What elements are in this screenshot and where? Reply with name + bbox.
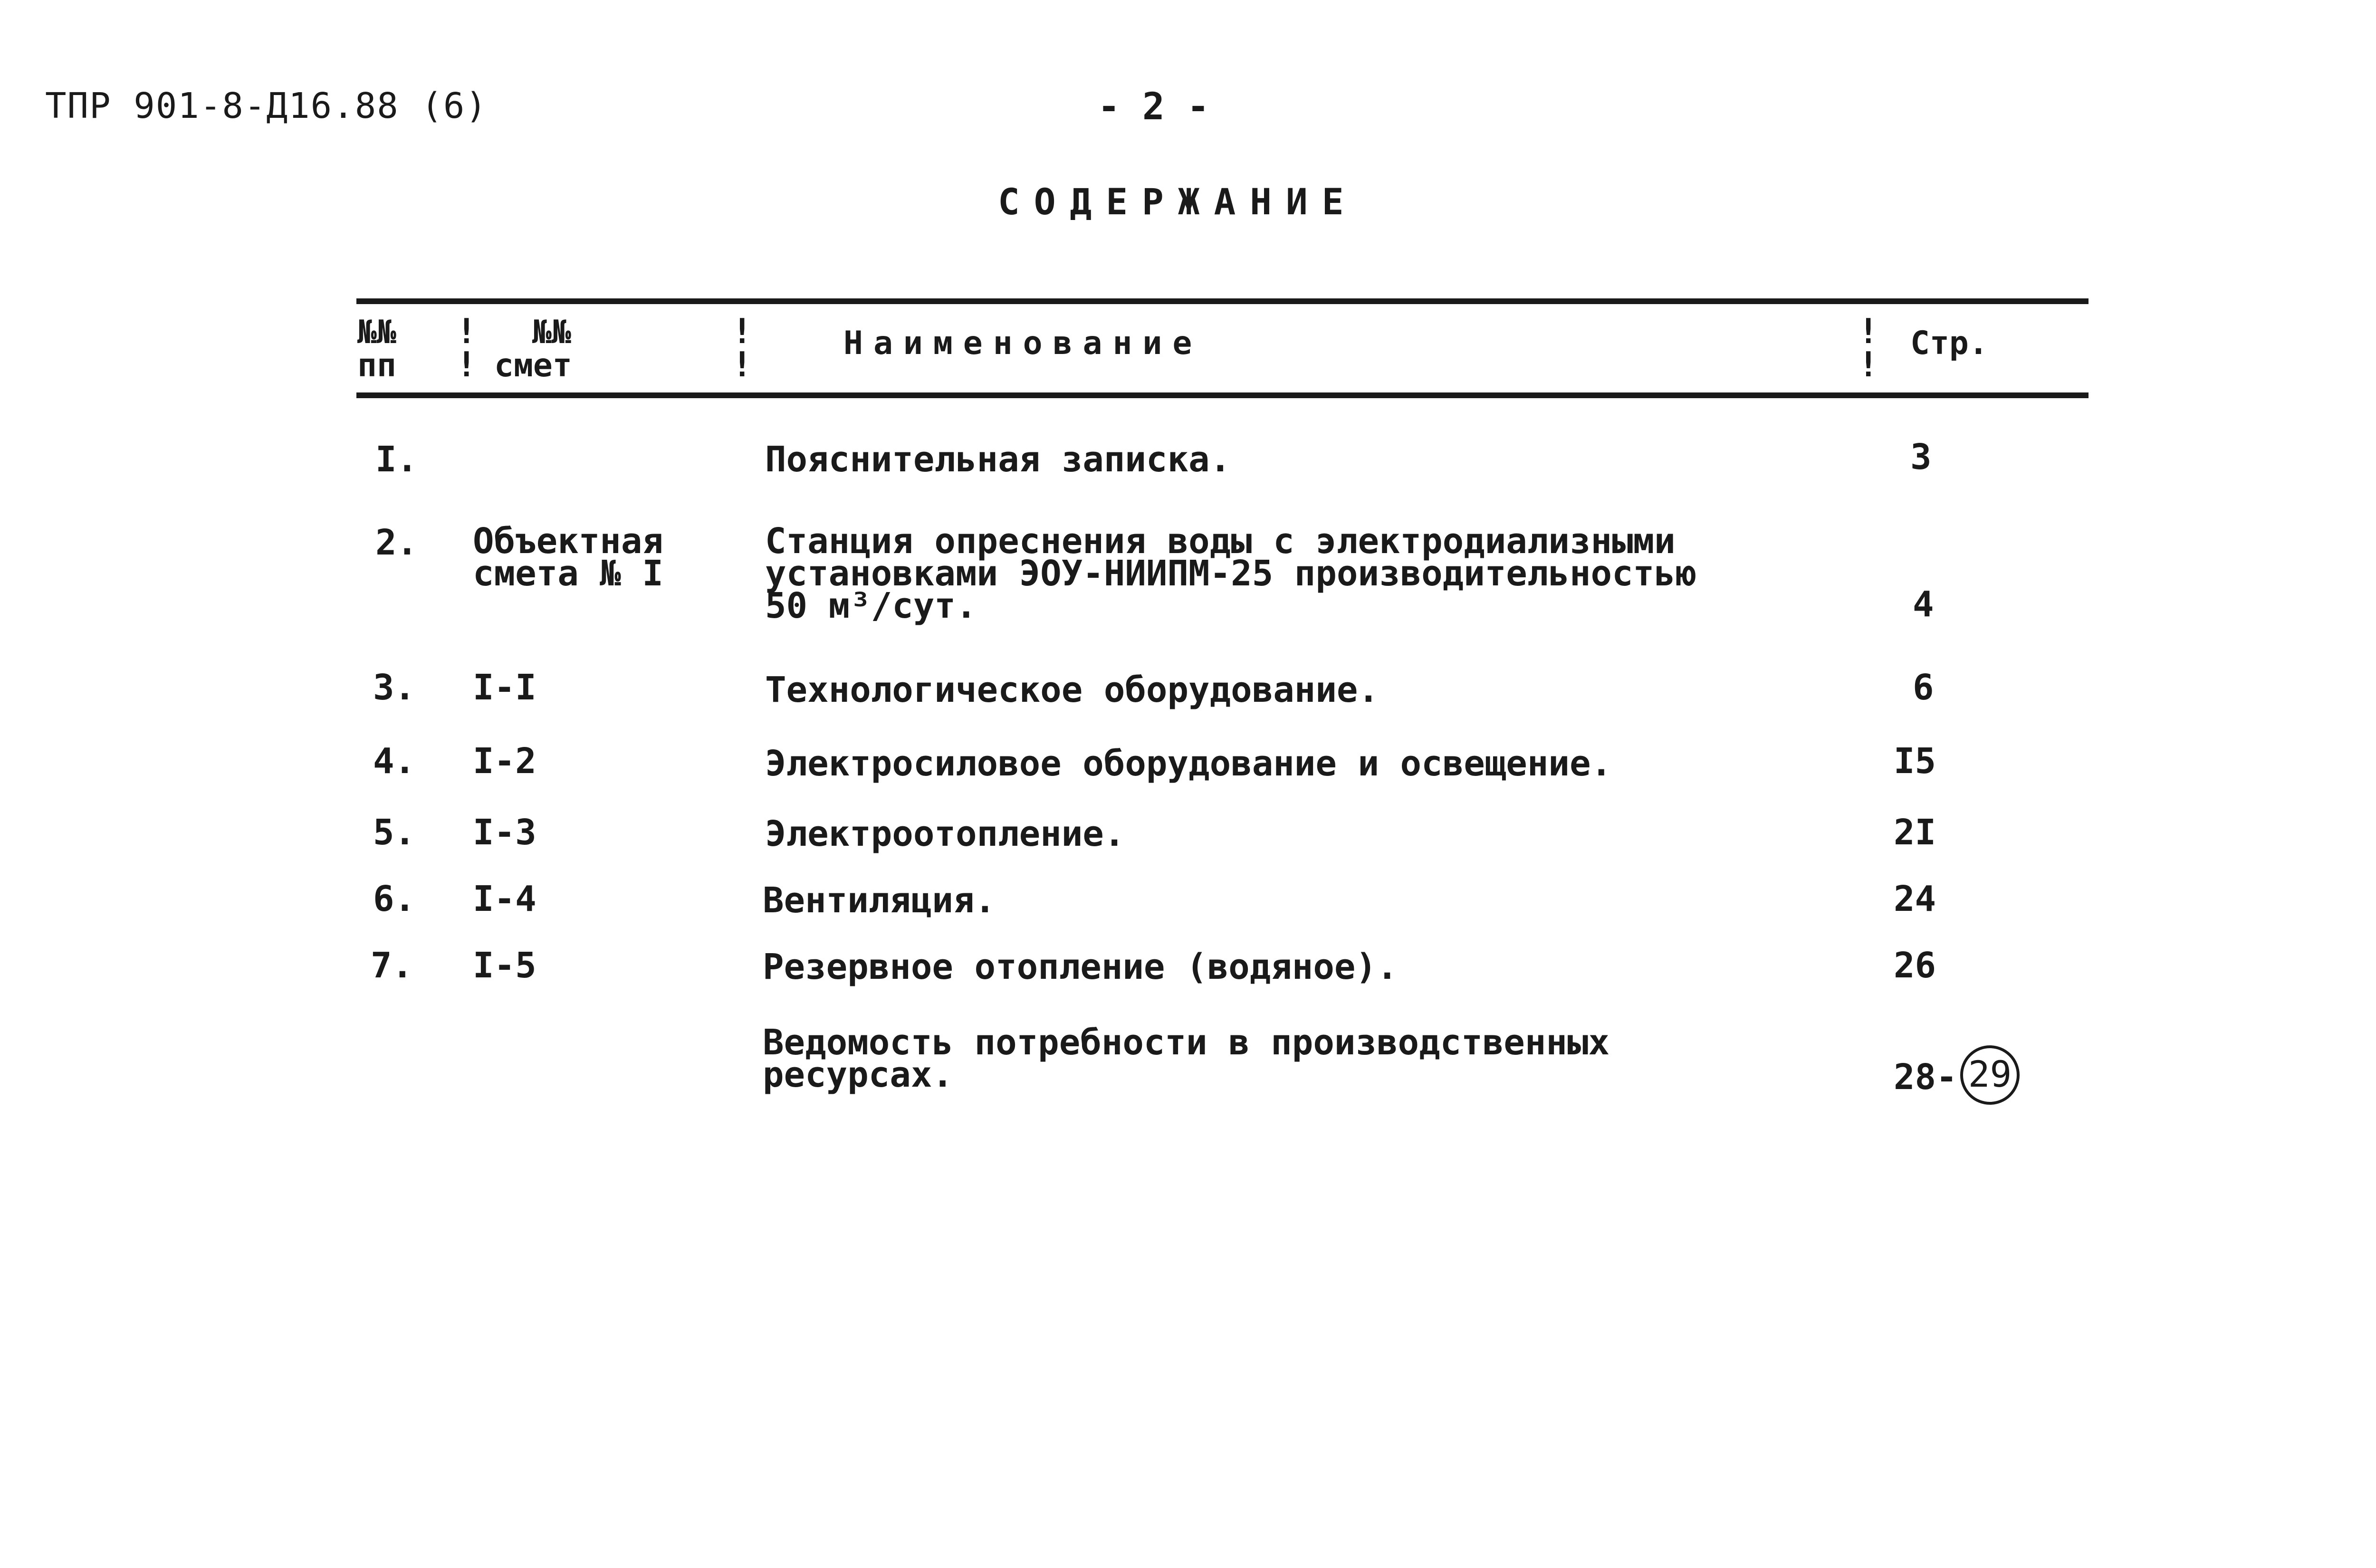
row-smeta: I-2	[473, 741, 537, 782]
row-number: 2.	[375, 522, 418, 563]
col-separator: !	[1858, 311, 1879, 351]
row-name: Электросиловое оборудование и освещение.	[765, 743, 1612, 784]
row-name: Пояснительная записка.	[765, 439, 1231, 480]
row-number: I.	[375, 439, 418, 480]
col-header-smet-line1: №№	[532, 314, 571, 351]
row-smeta: I-I	[473, 667, 537, 708]
page-title: СОДЕРЖАНИЕ	[998, 181, 1358, 223]
col-separator: !	[456, 311, 477, 351]
row-page: 6	[1913, 667, 1934, 708]
row-smeta: I-4	[473, 879, 537, 919]
row-page: 4	[1913, 584, 1934, 625]
row-page: I5	[1894, 741, 1936, 782]
col-separator: !	[1858, 344, 1879, 384]
row-name: Электроотопление.	[765, 813, 1125, 854]
row-page: 3	[1910, 437, 1932, 478]
row-number: 7.	[371, 945, 413, 986]
row-page: 28-	[1894, 1057, 1957, 1098]
document-code: ТПР 901-8-Д16.88 (6)	[45, 86, 488, 126]
page-number: - 2 -	[1098, 86, 1209, 128]
table-top-rule	[356, 298, 2089, 304]
col-header-smet-line2: смет	[494, 347, 572, 384]
row-number: 6.	[373, 879, 416, 919]
row-name: Ведомость потребности в производственных ресурсах.	[763, 1022, 1610, 1095]
table-header-rule	[356, 392, 2089, 398]
row-smeta: I-5	[473, 945, 537, 986]
row-smeta: I-3	[473, 812, 537, 853]
row-page: 24	[1894, 879, 1936, 919]
row-name: Резервное отопление (водяное).	[763, 947, 1398, 987]
row-smeta: Объектная смета № I	[473, 521, 663, 594]
row-number: 4.	[373, 741, 416, 782]
col-header-page: Стр.	[1910, 325, 1988, 362]
col-header-name: Наименование	[843, 325, 1203, 362]
col-separator: !	[732, 344, 753, 384]
col-header-num-line1: №№	[357, 314, 396, 351]
row-page: 26	[1894, 945, 1936, 986]
row-name: Вентиляция.	[763, 880, 996, 921]
row-name: Технологическое оборудование.	[765, 669, 1380, 710]
row-number: 3.	[373, 667, 416, 708]
row-page: 2I	[1894, 812, 1936, 853]
col-separator: !	[732, 311, 753, 351]
col-separator: !	[456, 344, 477, 384]
circled-page-number: 29	[1960, 1045, 2020, 1105]
row-number: 5.	[373, 812, 416, 853]
row-name: Станция опреснения воды с электродиализными установками ЭОУ-НИИПМ-25 производительностью 50 м³/сут.	[765, 521, 1697, 626]
col-header-num-line2: пп	[357, 347, 396, 384]
